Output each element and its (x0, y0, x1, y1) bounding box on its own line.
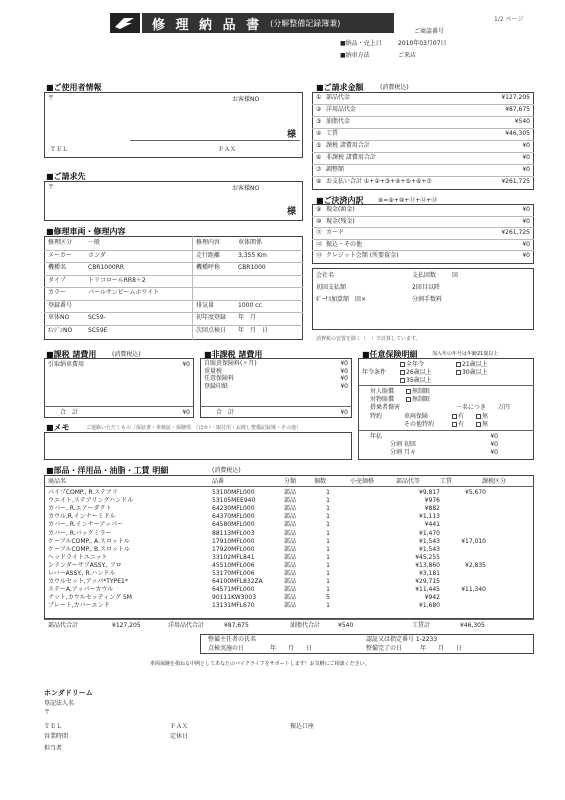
checkbox[interactable] (400, 370, 405, 375)
dealer-fax: ＦＡＸ (170, 723, 189, 730)
vehicle-label-2: 機種名 (48, 264, 67, 271)
amount-value-0: ¥127,205 (501, 94, 530, 101)
vehicle-label-7: ｴﾝｼﾞﾝNO (48, 326, 73, 334)
settlement-heading: ■ご決済内訳 (316, 196, 364, 205)
settle-value-1: ¥0 (522, 217, 530, 225)
part-name-3: カウル,R.インナーミドル (48, 513, 116, 521)
vehicle-value-3: トリコロールRR8＋2 (88, 276, 146, 284)
vehicle-label2-0: 修理内容 (196, 239, 221, 246)
parts-tax-note: (消費税込) (212, 467, 241, 474)
settle-label-4: クレジット会額 (所要資金) (326, 252, 399, 260)
parts-total-label-2: 油脂代合計 (290, 622, 321, 629)
part-code-9: 45510MFL006 (212, 561, 255, 569)
checkbox[interactable] (400, 378, 405, 383)
part-name-8: ヘッドライトユニット (48, 553, 108, 561)
nontaxable-total-label: 合 計 (216, 409, 235, 416)
checkbox[interactable] (452, 422, 457, 427)
user-sama: 様 (287, 130, 297, 140)
part-parts-5: ¥1,470 (419, 529, 440, 537)
memo-box (44, 432, 352, 460)
billing-heading: ■ご請求先 (46, 172, 86, 181)
memo-note: ご連絡いただくもの（保証書・車検証・保険票 （ほか）・取付用・お渡し整備記録簿・その他） (86, 425, 302, 431)
nontax-label-3: 登録印紙 (204, 382, 229, 390)
nontax-value-3: ¥0 (340, 382, 348, 390)
amount-value-1: ¥87,675 (505, 106, 530, 113)
taxable-heading: ■課税 諸費用 (46, 350, 97, 359)
nontax-value-2: ¥0 (340, 375, 348, 382)
part-code-13: 90111KW3003 (212, 594, 257, 602)
settle-value-3: ¥0 (522, 240, 530, 248)
insurance-split-monthly: 分割 月々 (390, 449, 416, 456)
part-code-7: 17920MFL000 (212, 545, 255, 553)
vehicle-value2-6: 年 月 (238, 314, 257, 321)
part-code-10: 53170MFL006 (212, 570, 255, 577)
insurance-opt-1: 21歳以上 (456, 361, 488, 368)
part-qty-7: 1 (326, 545, 330, 553)
settle-no-3: ⑫ (316, 240, 323, 248)
memo-heading: ■メモ (46, 423, 70, 432)
taxable-total-label: 合 計 (60, 409, 79, 416)
insurance-other-yes: 有 (452, 421, 464, 428)
part-labor-6: ¥17,010 (461, 537, 486, 545)
part-qty-13: 5 (326, 594, 330, 602)
part-qty-1: 1 (326, 497, 330, 505)
billing-sama: 様 (287, 207, 297, 217)
part-qty-12: 1 (326, 586, 330, 594)
vehicle-value-0: 一般 (88, 239, 101, 246)
part-code-3: 64370MFL000 (212, 513, 255, 521)
page-number: 1/2 ページ (494, 16, 524, 23)
amount-label-1: 洋用品代金 (326, 106, 357, 113)
amounts-tax-note: (消費税込) (380, 84, 409, 91)
credit-second: 2回目以降 (412, 284, 440, 291)
nontax-value-1: ¥0 (340, 367, 348, 375)
part-parts-9: ¥13,860 (415, 561, 440, 569)
delivery-method: ご来店 (398, 52, 417, 59)
settle-label-0: 現金(頭金) (326, 206, 355, 213)
parts-heading: ■部品・洋用品・油脂・工賃 明細 (46, 466, 169, 475)
part-labor-12: ¥11,340 (461, 586, 486, 594)
maint-date-label: 点検実施の日 (208, 645, 245, 652)
nontax-value-0: ¥0 (340, 360, 348, 367)
part-qty-5: 1 (326, 529, 330, 537)
credit-bonus: ﾎﾞｰﾅｽ加算額 回× (316, 296, 367, 303)
credit-fee: 分割手数料 (412, 296, 443, 303)
settle-value-0: ¥0 (522, 206, 530, 213)
parts-total-value-2: ¥540 (338, 622, 354, 629)
parts-col-7: 課税区分 (482, 478, 507, 485)
vehicle-label-0: 修理区分 (48, 239, 73, 246)
part-name-14: プレート,カバーエンド (48, 602, 110, 610)
vehicle-heading: ■修理車両・修理内容 (46, 227, 126, 236)
dealer-tel: ＴＥＬ (44, 723, 63, 730)
amount-value-7: ¥261,725 (501, 178, 530, 185)
part-qty-6: 1 (326, 537, 330, 545)
settle-label-1: 現金(残金) (326, 217, 355, 225)
billing-customer-no-label: お客様NO (232, 185, 260, 192)
part-cat-14: 部品 (284, 602, 297, 610)
vehicle-label-5: 登録番号 (48, 301, 73, 309)
vehicle-label2-5: 排気量 (196, 301, 215, 309)
vehicle-label2-6: 初年度登録 (196, 314, 227, 321)
part-cat-2: 部品 (284, 505, 297, 513)
delivery-date: 2010年03月07日 (398, 40, 447, 47)
checkbox[interactable] (400, 362, 405, 367)
part-cat-8: 部品 (284, 553, 297, 561)
settle-value-2: ¥261,725 (501, 229, 530, 237)
checkbox[interactable] (406, 389, 411, 394)
parts-total-label-1: 洋用品代合計 (168, 622, 205, 629)
amount-value-6: ¥0 (522, 166, 530, 173)
settlement-formula: ⑧=⑨+⑩+⑪+⑫+⑬ (378, 197, 438, 204)
part-code-12: 64571MFL000 (212, 586, 255, 594)
part-code-8: 33102MFL841 (212, 553, 255, 561)
part-code-14: 13131MFL670 (212, 602, 255, 610)
part-parts-4: ¥441 (424, 521, 440, 529)
settle-no-1: ⑩ (316, 217, 322, 225)
part-parts-7: ¥1,543 (419, 545, 440, 553)
taxable-item: 引取納車費用 (48, 361, 85, 368)
user-fax: ＦＡＸ (218, 146, 237, 153)
part-cat-11: 部品 (284, 578, 297, 586)
insurance-person: 対人賠償 (370, 388, 395, 395)
part-cat-12: 部品 (284, 586, 297, 594)
taxable-item-value: ¥0 (182, 361, 190, 368)
insurance-opt-3: 30歳以上 (456, 369, 488, 376)
taxable-tax-note: (消費税込) (112, 351, 141, 358)
dealer-corp-label: 登記法人名 (44, 700, 75, 707)
vehicle-label2-2: 機種呼称 (196, 264, 221, 271)
part-parts-11: ¥29,715 (415, 578, 440, 586)
vehicle-label-3: タイプ (48, 276, 66, 284)
part-name-0: パイプCOMP., R.ステアリ (48, 489, 118, 496)
settlement-note: 消費税の安置を除く（ ）で計算しています。 (316, 336, 421, 342)
part-name-11: カウルセット,アッパ*TYPE1* (48, 578, 128, 586)
taxable-total: ¥0 (182, 409, 190, 416)
part-cat-6: 部品 (284, 537, 297, 545)
part-qty-4: 1 (326, 521, 330, 529)
part-name-2: カバー, R.エアーダクト (48, 505, 112, 513)
amount-value-4: ¥0 (522, 142, 530, 149)
checkbox[interactable] (452, 414, 457, 419)
part-cat-7: 部品 (284, 545, 297, 553)
amount-no-5: ⑥ (316, 154, 322, 161)
insurance-opt-4: 35歳以上 (400, 377, 432, 384)
part-parts-12: ¥11,445 (415, 586, 440, 594)
part-code-0: 53100MFL000 (212, 489, 255, 496)
part-cat-3: 部品 (284, 513, 297, 521)
maint-ymd2: 年 月 日 (420, 645, 463, 652)
credit-count-unit: 回 (452, 272, 459, 279)
part-qty-0: 1 (326, 489, 330, 496)
part-parts-13: ¥942 (424, 594, 440, 602)
insurance-vehicle-no: 無 (476, 413, 488, 420)
title-bar (142, 13, 394, 33)
nontaxable-total: ¥0 (340, 409, 348, 416)
amount-label-3: 工賃 (326, 130, 339, 137)
part-parts-8: ¥45,255 (415, 553, 440, 561)
part-cat-10: 部品 (284, 570, 297, 577)
settle-value-4: ¥0 (522, 252, 530, 260)
credit-company: 会社名 (316, 272, 335, 279)
billing-zip: 〒 (48, 184, 55, 191)
settle-no-0: ⑨ (316, 206, 322, 213)
parts-col-2: 分類 (284, 478, 297, 485)
nontaxable-heading: ■非課税 諸費用 (204, 350, 263, 359)
part-code-4: 64580MFL000 (212, 521, 255, 529)
credit-count: 支払回数 (412, 272, 437, 279)
amount-label-5: 非課税 諸費用合計 (326, 154, 376, 161)
insurance-property-opt: 無制限 (406, 396, 430, 403)
user-customer-no-label: お客様NO (232, 96, 260, 103)
part-labor-9: ¥2,835 (465, 561, 486, 569)
part-parts-14: ¥1,680 (419, 602, 440, 610)
part-code-2: 64230MFL000 (212, 505, 255, 513)
insurance-payment-val: ¥0 (490, 433, 498, 440)
dealer-zip: 〒 (44, 709, 51, 716)
part-name-7: ケーブルCOMP., B.スロットル (48, 545, 130, 553)
parts-col-0: 商品名 (48, 478, 67, 485)
part-cat-0: 部品 (284, 489, 297, 496)
page-subtitle: (分解整備記録簿兼) (270, 18, 341, 28)
maint-cert-label: 認証又は指定番号 1-2233 (366, 636, 438, 643)
insurance-split-first: 分割 初回 (390, 441, 416, 448)
vehicle-value-1: ホンダ (88, 251, 106, 259)
amount-label-7: お支払い合計 ①+②+③+④+⑤+⑥+⑦ (326, 178, 432, 185)
part-name-1: ウエイト,ステアリングハンドル (48, 497, 134, 505)
parts-total-value-0: ¥127,205 (112, 622, 141, 629)
vehicle-value2-2: CBR1000 (238, 264, 266, 271)
insurance-note: 加入年の年号は年齢21歳以上 (432, 351, 499, 357)
amount-no-6: ⑦ (316, 166, 322, 173)
amounts-heading: ■ご請求金額 (316, 83, 364, 92)
credit-first: 初回支払額 (316, 284, 347, 291)
amount-no-4: ⑤ (316, 142, 322, 149)
vehicle-value2-1: 3,355 Km (238, 251, 267, 259)
insurance-passenger-val: 一名につき 万円 (456, 404, 510, 411)
settle-label-3: 振込・その他 (326, 240, 363, 248)
page-title: 修 理 納 品 書 (152, 17, 263, 33)
part-qty-14: 1 (326, 602, 330, 610)
amount-no-2: ③ (316, 118, 322, 125)
insurance-other: その他特約 (404, 421, 435, 428)
part-qty-9: 1 (326, 561, 330, 569)
insurance-vehicle-yes: 有 (452, 413, 464, 420)
insurance-vehicle: 車両保険 (404, 413, 429, 420)
user-info-heading: ■ご使用者情報 (46, 83, 102, 92)
vehicle-label-4: カラー (48, 289, 67, 296)
insurance-heading: ■任意保険明細 (362, 350, 418, 359)
footer-note: 車両保険を損ねる中例としてあなたのバイクライフをサポートします！お気軽にご相談ください。 (150, 661, 370, 667)
amount-no-1: ② (316, 106, 322, 113)
vehicle-label2-1: 走行距離 (196, 251, 221, 259)
part-code-11: 64100MFL832ZA (212, 578, 263, 586)
insurance-split-monthly-val: ¥0 (490, 449, 498, 456)
amount-no-3: ④ (316, 130, 322, 137)
delivery-method-label: ■納車方法 (340, 52, 370, 59)
parts-col-5: 部品代等 (396, 478, 421, 485)
dealer-hours: 営業時間 (44, 733, 69, 740)
vehicle-label-6: 車体NO (48, 314, 70, 321)
maint-done-label: 整備完了の日 (366, 645, 403, 652)
part-name-9: シリンダーサブASSY., フロ (48, 561, 122, 569)
parts-col-6: 工賃 (440, 478, 453, 485)
insurance-age-label: 年令条件 (362, 369, 387, 376)
part-name-13: ナット,カウルセッティング 5M (48, 594, 132, 602)
vehicle-value2-7: 年 月 日 (238, 326, 269, 334)
dealer-staff: 担当者 (44, 745, 63, 752)
part-name-6: ケーブルCOMP., A.スロットル (48, 537, 130, 545)
settle-no-4: ⑬ (316, 252, 323, 260)
part-parts-3: ¥1,113 (419, 513, 440, 521)
vehicle-value-2: CBR1000RR (88, 264, 125, 271)
part-qty-10: 1 (326, 570, 330, 577)
checkbox[interactable] (406, 397, 411, 402)
vehicle-value-6: SC59- (88, 314, 106, 321)
part-cat-13: 部品 (284, 594, 297, 602)
amount-value-5: ¥0 (522, 154, 530, 161)
insurance-passenger: 搭乗者傷害 (370, 404, 401, 411)
insurance-other-no: 無 (476, 421, 488, 428)
amount-label-6: 調整額 (326, 166, 345, 173)
nontax-label-0: 自賠責保険料(ヶ月) (204, 360, 257, 367)
insurance-opt-0: 全年令 (400, 361, 424, 368)
settle-no-2: ⑪ (316, 229, 323, 237)
part-parts-6: ¥1,543 (419, 537, 440, 545)
part-labor-0: ¥5,670 (465, 489, 486, 496)
parts-col-1: 品番 (212, 478, 225, 485)
insurance-special: 特約 (370, 413, 383, 420)
part-cat-4: 部品 (284, 521, 297, 529)
maint-chief-label: 整備主任者の氏名 (208, 636, 257, 643)
maint-ymd: 年 月 日 (270, 645, 313, 652)
part-qty-11: 1 (326, 578, 330, 586)
amount-no-7: ⑧ (316, 178, 322, 185)
insurance-property: 対物賠償 (370, 396, 395, 403)
part-parts-2: ¥882 (424, 505, 440, 513)
checkbox[interactable] (456, 370, 461, 375)
part-qty-8: 1 (326, 553, 330, 561)
dealer-closed: 定休日 (170, 733, 189, 740)
user-tel: ＴＥＬ (50, 146, 69, 153)
part-name-10: レバーASSY., R.ハンドル (48, 570, 116, 577)
parts-total-value-1: ¥87,675 (224, 622, 249, 629)
part-code-1: 53105MEE940 (212, 497, 256, 505)
delivery-date-label: ■納品・売上日 (340, 40, 382, 47)
part-cat-1: 部品 (284, 497, 297, 505)
amount-value-2: ¥540 (514, 118, 530, 125)
dealer-bank: 振込口座 (290, 723, 315, 730)
billing-box (44, 181, 303, 221)
amount-no-0: ① (316, 94, 322, 101)
vehicle-label-1: メーカー (48, 251, 72, 259)
amount-label-2: 油脂代金 (326, 118, 351, 125)
invoice-no-label: ご商談番号 (414, 28, 445, 35)
part-name-12: ステーA,アッパーカウル (48, 586, 114, 594)
checkbox[interactable] (476, 422, 481, 427)
insurance-payment: 年払 (370, 433, 383, 440)
vehicle-value2-5: 1000 cc (238, 301, 262, 309)
dealer-name: ホンダドリーム (44, 689, 93, 697)
vehicle-label2-7: 次回点検日 (196, 326, 227, 334)
part-name-4: カバー, R.インナーアッパー (48, 521, 123, 529)
part-qty-3: 1 (326, 513, 330, 521)
vehicle-value2-0: 車体関係 (238, 239, 263, 246)
vehicle-value-7: SC59E (88, 326, 108, 334)
nontax-label-2: 任意保険料 (204, 375, 235, 382)
part-name-5: カバー, R.バックミラー (48, 529, 112, 537)
insurance-person-opt: 無制限 (406, 388, 430, 395)
checkbox[interactable] (456, 362, 461, 367)
parts-col-4: 小売価格 (350, 478, 375, 485)
part-cat-5: 部品 (284, 529, 297, 537)
vehicle-value-4: パールサンビームホワイト (88, 289, 160, 296)
checkbox[interactable] (476, 414, 481, 419)
part-code-5: 88113MFL003 (212, 529, 255, 537)
user-info-box (44, 92, 303, 158)
parts-total-value-3: ¥46,305 (460, 622, 485, 629)
amount-label-4: 課税 諸費用合計 (326, 142, 370, 149)
insurance-split-first-val: ¥0 (490, 441, 498, 448)
amount-value-3: ¥46,305 (505, 130, 530, 137)
parts-total-label-0: 部品代合計 (48, 622, 79, 629)
part-code-6: 17910MFL000 (212, 537, 255, 545)
parts-col-3: 個数 (314, 478, 327, 485)
wing-logo-icon (112, 15, 138, 31)
part-parts-1: ¥976 (424, 497, 440, 505)
part-parts-0: ¥9,817 (419, 489, 440, 496)
nontax-label-1: 重量税 (204, 367, 223, 375)
user-zip: 〒 (48, 95, 55, 102)
part-parts-10: ¥3,181 (419, 570, 440, 577)
settle-label-2: カード (326, 229, 345, 237)
part-qty-2: 1 (326, 505, 330, 513)
insurance-opt-2: 26歳以上 (400, 369, 432, 376)
shop-logo (110, 13, 140, 33)
part-cat-9: 部品 (284, 561, 297, 569)
amount-label-0: 部品代金 (326, 94, 351, 101)
parts-total-label-3: 工賃計 (412, 622, 431, 629)
